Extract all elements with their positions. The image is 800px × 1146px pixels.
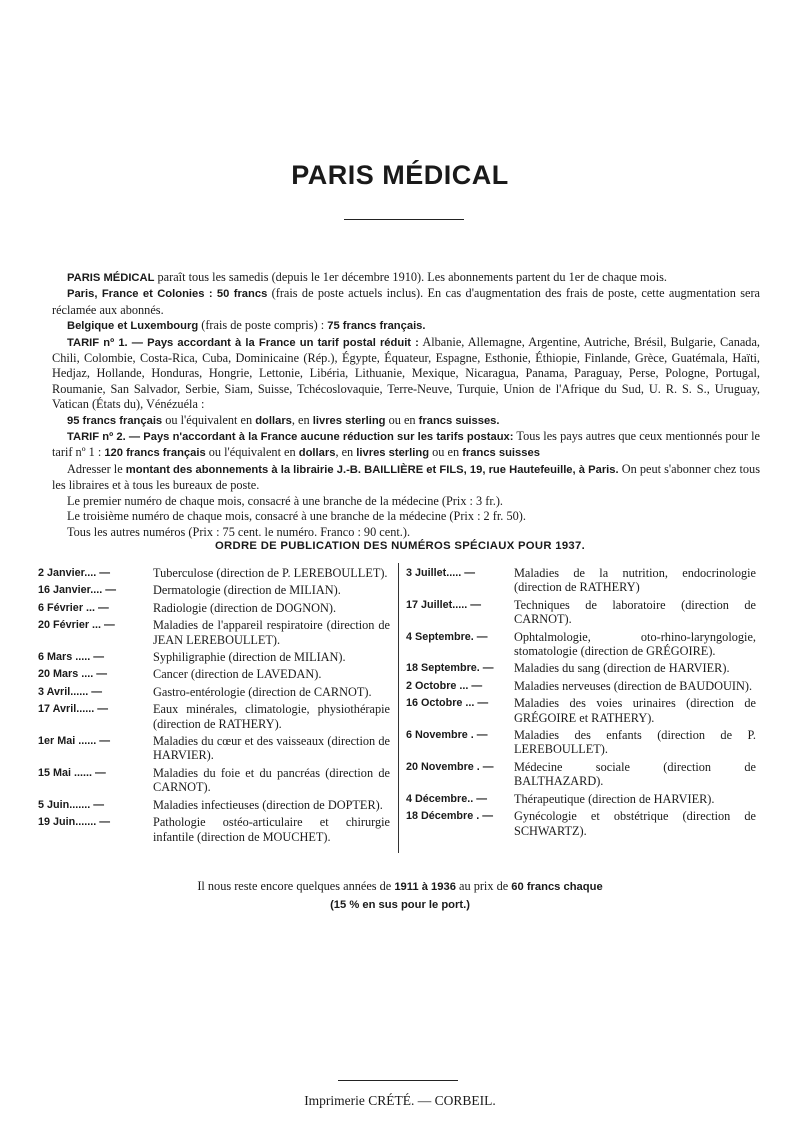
intro-paragraph: [52, 413, 760, 429]
note-bold: (15 % en sus pour le port.): [330, 899, 470, 911]
entry-description: Tuberculose (direction de P. LEREBOULLET).: [153, 566, 388, 580]
schedule-entry: [406, 760, 756, 789]
title-rule: [344, 219, 464, 220]
footer-rule: [338, 1080, 458, 1081]
note-line: [0, 878, 800, 896]
publication-order-heading: ORDRE DE PUBLICATION DES NUMÉROS SPÉCIAUX POUR 1937.: [214, 540, 586, 552]
bold-text: livres sterling: [312, 414, 386, 427]
bold-text: TARIF nº 1. — Pays accordant à la France un tarif postal réduit :: [67, 336, 419, 349]
bold-text: dollars: [255, 414, 292, 427]
intro-paragraph: [52, 270, 760, 286]
entry-date: 17 Avril...... —: [38, 703, 109, 716]
body-text: Tous les pays autres que ceux mentionnés pour le tarif nº 1 :: [52, 429, 760, 460]
entry-description: Thérapeutique (direction de HARVIER).: [514, 791, 715, 806]
intro-paragraph: [52, 509, 760, 524]
entry-date: 6 Mars ..... —: [38, 651, 105, 664]
bold-text: francs suisses: [462, 447, 540, 460]
schedule-entry: [38, 618, 390, 647]
entry-date: 6 Novembre . —: [406, 729, 488, 742]
entry-description: Maladies du sang (direction de HARVIER).: [514, 661, 730, 676]
intro-paragraph: [52, 318, 760, 334]
schedule-entry: [406, 792, 756, 806]
bold-text: Belgique et Luxembourg: [67, 320, 199, 333]
intro-paragraph: [52, 462, 760, 494]
schedule-entry: [406, 630, 756, 659]
body-text: Adresser le: [67, 461, 126, 476]
schedule-entry: [38, 734, 390, 763]
schedule-entry: [38, 702, 390, 731]
schedule-entry: [406, 696, 756, 725]
entry-date: 15 Mai ...... —: [38, 766, 106, 779]
entry-date: 16 Janvier.... —: [38, 584, 117, 597]
schedule-entry: [38, 798, 390, 812]
schedule-entry: [38, 601, 390, 615]
bold-text: PARIS MÉDICAL: [67, 272, 155, 284]
entry-description: Cancer (direction de LAVEDAN).: [153, 667, 322, 682]
bold-text: 120 francs français: [104, 447, 206, 460]
back-issues-note: [0, 878, 800, 914]
body-text: Le premier numéro de chaque mois, consacré à une branche de la médecine (Prix : 3 fr.).: [67, 493, 504, 508]
entry-date: 1er Mai ...... —: [38, 735, 111, 748]
intro-paragraph: [52, 286, 760, 318]
entry-date: 2 Janvier.... —: [38, 567, 111, 579]
note-line: [0, 896, 800, 914]
body-text: paraît tous les samedis (depuis le 1er décembre 1910). Les abonnements partent du 1er de chaque mois.: [154, 270, 667, 284]
bold-text: 75 francs français.: [327, 320, 426, 333]
note-text: au prix de: [455, 879, 512, 893]
entry-description: Médecine sociale (direction de BALTHAZARD).: [514, 759, 756, 789]
printer-imprint: Imprimerie CRÉTÉ. — CORBEIL.: [304, 1093, 496, 1108]
entry-description: Radiologie (direction de DOGNON).: [153, 600, 337, 615]
body-text: ou l'équivalent en: [162, 412, 256, 427]
entry-description: Maladies du cœur et des vaisseaux (direction de HARVIER).: [153, 734, 390, 763]
page-title: PARIS MÉDICAL: [291, 160, 509, 190]
entry-date: 4 Décembre.. —: [406, 792, 488, 805]
entry-description: Maladies de la nutrition, endocrinologie (direction de RATHERY): [514, 566, 756, 595]
schedule-entry: [406, 566, 756, 595]
note-bold: 1911 à 1936: [394, 881, 456, 893]
entry-date: 4 Septembre. —: [406, 630, 488, 643]
entry-date: 20 Février ... —: [38, 619, 115, 632]
intro-paragraph: [52, 335, 760, 413]
body-text: , en: [291, 412, 313, 427]
entry-date: 5 Juin....... —: [38, 798, 104, 811]
note-bold: 60 francs chaque: [511, 881, 603, 893]
intro-paragraph: [52, 525, 760, 540]
body-text: , en: [335, 445, 357, 460]
entry-date: 20 Novembre . —: [406, 760, 494, 773]
body-text: Tous les autres numéros (Prix : 75 cent. le numéro. Franco : 90 cent.).: [67, 524, 411, 539]
schedule-entry: [406, 598, 756, 627]
bold-text: TARIF nº 2. — Pays n'accordant à la France aucune réduction sur les tarifs postaux:: [67, 431, 514, 444]
entry-description: Maladies du foie et du pancréas (direction de CARNOT).: [153, 765, 390, 795]
schedule-entry: [38, 667, 390, 681]
entry-date: 6 Février ... —: [38, 601, 109, 614]
entry-date: 20 Mars .... —: [38, 668, 108, 681]
entry-date: 2 Octobre ... —: [406, 679, 483, 692]
entry-description: Techniques de laboratoire (direction de CARNOT).: [514, 597, 756, 627]
bold-text: livres sterling: [356, 447, 430, 460]
body-text: On peut s'abonner chez tous les libraires et à tous les bureaux de poste.: [52, 461, 760, 493]
entry-date: 3 Juillet..... —: [406, 567, 475, 579]
schedule-entry: [38, 650, 390, 664]
entry-description: Eaux minérales, climatologie, physiothérapie (direction de RATHERY).: [153, 702, 390, 731]
entry-description: Gastro-entérologie (direction de CARNOT).: [153, 684, 372, 699]
intro-paragraph: [52, 429, 760, 462]
entry-date: 16 Octobre ... —: [406, 697, 489, 710]
schedule-entry: [38, 583, 390, 597]
body-text: Albanie, Allemagne, Argentine, Autriche, Brésil, Bulgarie, Canada, Chili, Colombie, Costa-Rica, Cuba, Dominicaine (Rép.), Égypte, Équateur, Espagne, Esthonie, Éthiopie, Finlande, Grèce, Guatémala, Haïti, Hedjaz, Hollande, Honduras, Hongrie, Lettonie, Libéria, Lithuanie, Mexique, Nicaragua, Panama, Paraguay, Perse, Pologne, Portugal, Roumanie, San Salvador, Serbie, Siam, Suisse, Tchécoslovaquie, Terre-Neuve, Turquie, Union de l'Afrique du Sud, U. R. S. S., Uruguay, Vatican (États du), Vénézuéla :: [52, 334, 760, 412]
entry-description: Dermatologie (direction de MILIAN).: [153, 583, 341, 598]
schedule-entry: [38, 685, 390, 699]
entry-description: Maladies nerveuses (direction de BAUDOUIN).: [514, 678, 753, 693]
body-text: (frais de poste compris) :: [198, 318, 328, 333]
entry-date: 17 Juillet..... —: [406, 598, 482, 611]
entry-description: Maladies infectieuses (direction de DOPTER).: [153, 797, 383, 812]
entry-date: 19 Juin....... —: [38, 816, 110, 829]
entry-description: Maladies des voies urinaires (direction de GRÉGOIRE et RATHERY).: [514, 696, 756, 725]
entry-description: Ophtalmologie, oto-rhino-laryngologie, stomatologie (direction de GRÉGOIRE).: [514, 629, 756, 659]
bold-text: Paris, France et Colonies : 50 francs: [67, 288, 268, 301]
schedule-entry: [38, 766, 390, 795]
entry-date: 3 Avril...... —: [38, 685, 103, 698]
entry-description: Maladies des enfants (direction de P. LEREBOULLET).: [514, 728, 756, 757]
entry-description: Gynécologie et obstétrique (direction de SCHWARTZ).: [514, 809, 756, 838]
body-text: Le troisième numéro de chaque mois, consacré à une branche de la médecine (Prix : 2 fr. 50).: [67, 509, 526, 524]
schedule-entry: [406, 809, 756, 838]
schedule-entry: [406, 661, 756, 675]
body-text: ou en: [385, 412, 419, 427]
schedule-entry: [38, 566, 390, 580]
schedule-right-column: [406, 566, 756, 841]
schedule-entry: [406, 679, 756, 693]
bold-text: francs suisses.: [418, 414, 500, 427]
entry-date: 18 Septembre. —: [406, 662, 494, 675]
bold-text: dollars: [298, 447, 336, 460]
body-text: ou en: [429, 445, 463, 460]
entry-description: Pathologie ostéo-articulaire et chirurgie infantile (direction de MOUCHET).: [153, 815, 390, 844]
entry-description: Syphiligraphie (direction de MILIAN).: [153, 650, 346, 665]
intro-paragraph: [52, 494, 760, 509]
note-text: Il nous reste encore quelques années de: [197, 879, 395, 893]
schedule-left-column: [38, 566, 390, 847]
entry-date: 18 Décembre . —: [406, 810, 494, 823]
body-text: (frais de poste actuels inclus). En cas d'augmentation des frais de poste, cette augmentation sera réclamée aux abonnés.: [52, 286, 760, 317]
bold-text: montant des abonnements à la librairie J.-B. BAILLIÈRE et FILS, 19, rue Hautefeuille, à Paris.: [125, 463, 619, 476]
schedule-entry: [38, 815, 390, 844]
column-divider: [398, 563, 399, 853]
bold-text: 95 francs français: [67, 414, 163, 427]
schedule-entry: [406, 728, 756, 757]
body-text: ou l'équivalent en: [205, 445, 299, 460]
subscription-info: [52, 270, 760, 540]
entry-description: Maladies de l'appareil respiratoire (direction de JEAN LEREBOULLET).: [153, 618, 390, 647]
